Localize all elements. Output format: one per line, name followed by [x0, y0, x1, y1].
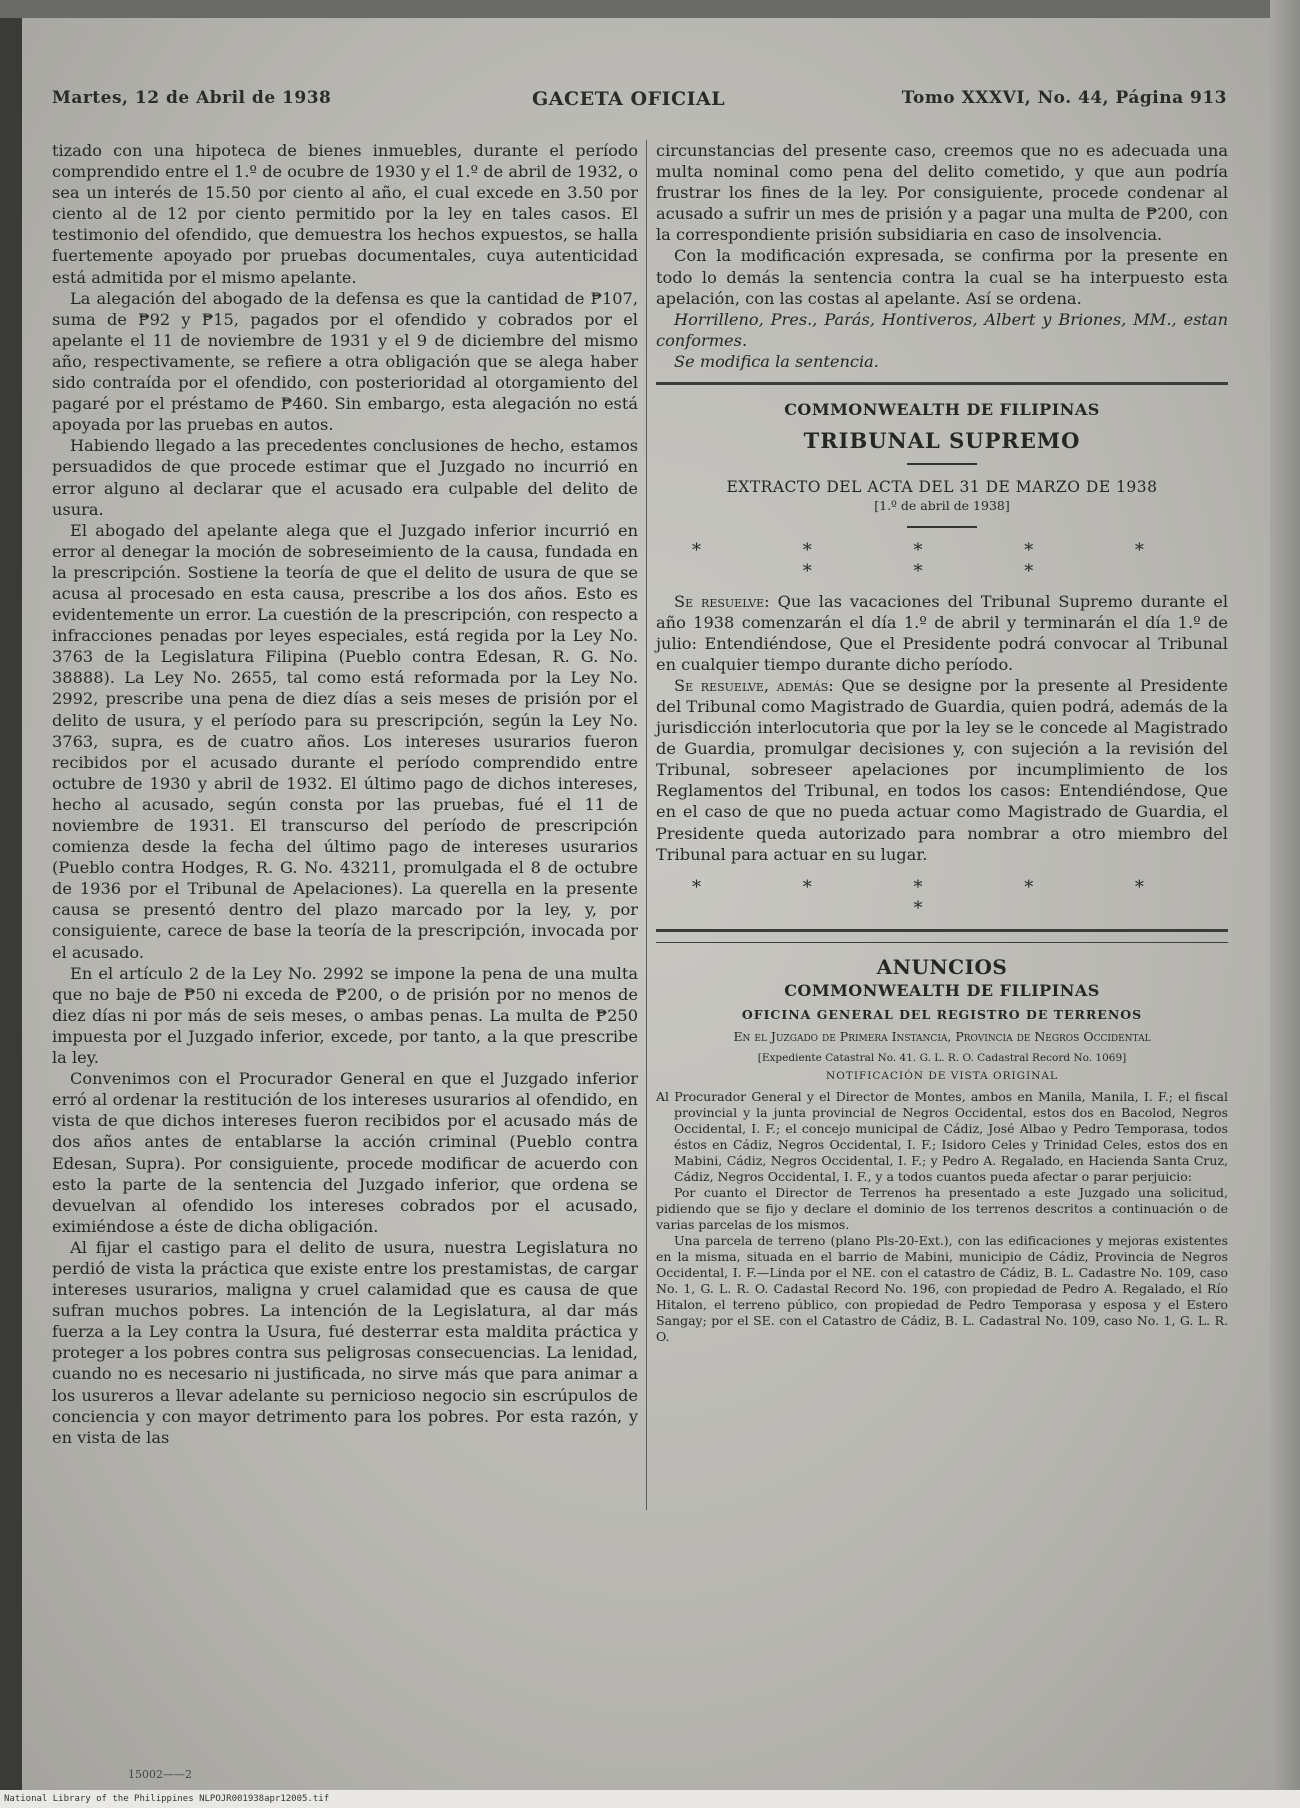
left-column — [52, 140, 638, 1448]
header-date: Martes, 12 de Abril de 1938 — [52, 88, 332, 108]
extract-date: [1.º de abril de 1938] — [874, 498, 1010, 514]
paragraph: Convenimos con el Procurador General en que el Juzgado inferior erró al ordenar la restitución de los intereses usurarios al ofendido, en vista de que dichos intereses fueron recibidos por el acusado más de dos años antes de entablarse la acción criminal (Pueblo contra Edesan, Supra). Por consiguiente, procede modificar de acuerdo con esto la parte de la sentencia del Juzgado inferior, que ordena se devuelvan al ofendido los intereses cobrados por el acusado, eximiéndose a éste de dicha obligación. — [52, 1069, 638, 1236]
ruling: Se modifica la sentencia. — [674, 351, 879, 371]
short-rule — [907, 463, 977, 465]
notificacion-heading: NOTIFICACIÓN DE VISTA ORIGINAL — [826, 1070, 1058, 1083]
header-volume: Tomo XXXVI, No. 44, Página 913 — [901, 88, 1227, 108]
paragraph: Al fijar el castigo para el delito de usura, nuestra Legislatura no perdió de vista la práctica que existe entre los prestamistas, de cargar intereses usurarios, maligna y cruel calamidad que es causa de que sufran muchos pobres. La intención de la Legislatura, al dar más fuerza a la Ley contra la Usura, fué desterrar esta maldita práctica y proteger a los pobres contra sus peligrosas consecuencias. La lenidad, cuando no es necesario ni justificada, no sirve más que para animar a los usureros a llevar adelante su pernicioso negocio sin escrúpulos de conciencia y con mayor detrimento para los pobres. Por esta razón, y en vista de las — [52, 1237, 638, 1447]
resolution-2 — [656, 675, 1228, 865]
section-rule-thin — [656, 942, 1228, 943]
paragraph: Por cuanto el Director de Terrenos ha presentado a este Juzgado una solicitud, pidiendo que se fijo y declare el dominio de los terrenos descritos a continuación o de varias parcelas de los mismos. — [656, 1185, 1228, 1233]
scan-edge-top — [0, 0, 1300, 18]
stars-divider: * * * * * * — [692, 876, 1192, 919]
concurrence: Horrilleno, Pres., Parás, Hontiveros, Albert y Briones, MM., estan conformes. — [656, 309, 1228, 350]
extract-heading: EXTRACTO DEL ACTA DEL 31 DE MARZO DE 1938 — [726, 478, 1158, 497]
paragraph: El abogado del apelante alega que el Juzgado inferior incurrió en error al denegar la moción de sobreseimiento de la causa, fundada en la prescripción. Sostiene la teoría de que el delito de usura de que se acusa al procesado en esta causa, prescribe a los dos años. Esto es evidentemente un error. La cuestión de la prescripción, con respecto a infracciones penadas por leyes especiales, está regida por la Ley No. 3763 de la Legislatura Filipina (Pueblo contra Edesan, R. G. No. 38888). La Ley No. 2655, tal como está reformada por la Ley No. 2992, prescribe una pena de diez días a seis meses de prisión por el delito de usura, y el período para su prescripción, según la Ley No. 3763, supra, es de cuatro años. Los intereses usurarios fueron recibidos por el acusado durante el período comprendido entre octubre de 1930 y abril de 1932. El último pago de dichos intereses, hecho al acusado, según consta por las pruebas, fué el 11 de noviembre de 1931. El transcurso del período de prescripción comienza desde la fecha del último pago de intereses usurarios (Pueblo contra Hodges, R. G. No. 43211, promulgada el 8 de octubre de 1936 por el Tribunal de Apelaciones). La querella en la presente causa se presentó dentro del plazo marcado por la ley, y, por consiguiente, carece de base la teoría de la prescripción, invocada por el acusado. — [52, 520, 638, 962]
scan-edge-left — [0, 0, 22, 1808]
paragraph: Con la modificación expresada, se confirma por la presente en todo lo demás la sentencia contra la cual se ha interpuesto esta apelación, con las costas al apelante. Así se ordena. — [656, 246, 1228, 308]
resolution-label: Se resuelve: — [674, 591, 770, 611]
oficina-heading: OFICINA GENERAL DEL REGISTRO DE TERRENOS — [741, 1007, 1143, 1023]
addressees: Al Procurador General y el Director de Montes, ambos en Manila, Manila, I. F.; el fiscal provincial y la junta provincial de Negros Occidental, estos dos en Bacolod, Negros Occidental, I. F.; el concejo municipal de Cádiz, José Albao y Pedro Temporasa, todos éstos en Cádiz, Negros Occidental, I. F.; Isidoro Celes y Trinidad Celes, estos dos en Mabini, Cádiz, Negros Occidental, I. F.; y Pedro A. Regalado, en Hacienda Santa Cruz, Cádiz, Negros Occidental, I. F., y a todos cuantos pueda afectar o parar perjuicio: — [656, 1089, 1228, 1185]
page-header — [52, 88, 1227, 118]
paragraph: circunstancias del presente caso, creemos que no es adecuada una multa nominal como pena del delito cometido, y que aun podría frustrar los fines de la ley. Por consiguiente, procede condenar al acusado a sufrir un mes de prisión y a pagar una multa de ₱200, con la correspondiente prisión subsidiaria en caso de insolvencia. — [656, 141, 1228, 245]
scan-edge-right — [1270, 0, 1300, 1808]
resolution-text: Que se designe por la presente al Presidente del Tribunal como Magistrado de Guardia, quien podrá, además de la jurisdicción interlocutoria que por la ley se le concede al Magistrado de Guardia, promulgar decisiones y, con sujeción a la revisión del Tribunal, sobreseer apelaciones por incumplimiento de los Reglamentos del Tribunal, en todos los casos: Entendiéndose, Que en el caso de que no pueda actuar como Magistrado de Guardia, el Presidente queda autorizado para nombrar a otro miembro del Tribunal para actuar en su lugar. — [656, 675, 1228, 864]
paragraph: En el artículo 2 de la Ley No. 2992 se impone la pena de una multa que no baje de ₱50 ni exceda de ₱200, o de prisión por no menos de diez días ni por más de seis meses, o ambas penas. La multa de ₱250 impuesta por el Juzgado inferior, excede, por tanto, a la que prescribe la ley. — [52, 963, 638, 1068]
paragraph: Una parcela de terreno (plano Pls-20-Ext.), con las edificaciones y mejoras existentes en la misma, situada en el barrio de Mabini, municipio de Cádiz, Provincia de Negros Occidental, I. F.—Linda por el NE. con el catastro de Cádiz, B. L. Cadastre No. 109, caso No. 1, G. L. R. O. Cadastal Record No. 196, con propiedad de Pedro A. Regalado, el Río Hitalon, el terreno público, con propiedad de Pedro Temporasa y esposa y el Estero Sangay; por el SE. con el Catastro de Cádiz, B. L. Cadastral No. 109, caso No. 1, G. L. R. O. — [656, 1233, 1228, 1345]
section-rule — [656, 929, 1228, 932]
resolution-label: Se resuelve, además: — [674, 675, 834, 695]
short-rule — [907, 526, 977, 528]
resolution-1 — [656, 591, 1228, 675]
expediente: [Expediente Catastral No. 41. G. L. R. O. Cadastral Record No. 1069] — [757, 1052, 1127, 1065]
stars-divider: * * * * * * * * — [692, 540, 1192, 583]
resolution-text: Que las vacaciones del Tribunal Supremo durante el año 1938 comenzarán el día 1.º de abril y terminarán el día 1.º de julio: Entendiéndose, Que el Presidente podrá convocar al Tribunal en cualquier tiempo durante dicho período. — [656, 591, 1228, 674]
scan-info-bar: National Library of the Philippines NLPOJR001938apr12005.tif — [0, 1790, 1300, 1808]
commonwealth-heading: COMMONWEALTH DE FILIPINAS — [784, 981, 1100, 1000]
section-rule — [656, 382, 1228, 385]
commonwealth-heading: COMMONWEALTH DE FILIPINAS — [784, 400, 1100, 420]
right-column — [656, 140, 1228, 1345]
anuncios-heading: ANUNCIOS — [876, 954, 1008, 979]
page-mark: 15002——2 — [128, 1768, 192, 1781]
paragraph: La alegación del abogado de la defensa es que la cantidad de ₱107, suma de ₱92 y ₱15, pagados por el ofendido y cobrados por el apelante el 11 de noviembre de 1931 y el 9 de diciembre del mismo año, respectivamente, se refiere a otra obligación que se alega haber sido contraída por el ofendido, con posterioridad al otorgamiento del pagaré por el préstamo de ₱460. Sin embargo, esta alegación no está apoyada por las pruebas en autos. — [52, 288, 638, 435]
column-divider — [646, 140, 647, 1510]
tribunal-heading: TRIBUNAL SUPREMO — [803, 428, 1081, 454]
paragraph: Habiendo llegado a las precedentes conclusiones de hecho, estamos persuadidos de que procede estimar que el Juzgado no incurrió en error alguno al declarar que el acusado era culpable del delito de usura. — [52, 436, 638, 519]
paragraph: tizado con una hipoteca de bienes inmuebles, durante el período comprendido entre el 1.º de ocubre de 1930 y el 1.º de abril de 1932, o sea un interés de 15.50 por ciento al año, el cual excede en 3.50 por ciento al de 12 por ciento permitido por la ley en tales casos. El testimonio del ofendido, que demuestra los hechos expuestos, se halla fuertemente apoyado por pruebas documentales, cuya autenticidad está admitida por el mismo apelante. — [52, 141, 638, 287]
juzgado-heading: En el Juzgado de Primera Instancia, Provincia de Negros Occidental — [733, 1029, 1151, 1045]
header-title: GACETA OFICIAL — [532, 88, 726, 110]
